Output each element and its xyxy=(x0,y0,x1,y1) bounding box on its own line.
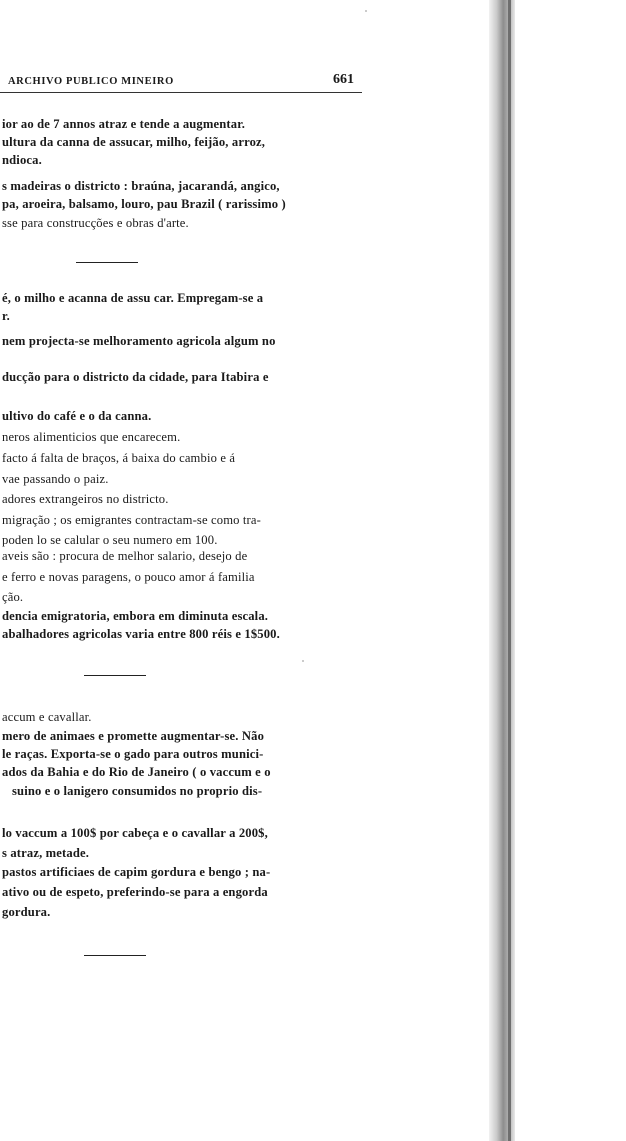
text-line: lo vaccum a 100$ por cabeça e o cavallar a 200$, xyxy=(2,826,268,840)
text-line: aveis são : procura de melhor salario, desejo de xyxy=(2,549,248,563)
text-line: s madeiras o districto : braúna, jacarandá, angico, xyxy=(2,179,280,193)
text-line: facto á falta de braços, á baixa do cambio e á xyxy=(2,451,236,465)
text-line: ativo ou de espeto, preferindo-se para a engorda xyxy=(2,885,268,899)
page-header xyxy=(0,70,360,92)
text-line: vae passando o paiz. xyxy=(2,472,109,486)
header-rule xyxy=(0,92,362,93)
text-line: ados da Bahia e do Rio de Janeiro ( o vaccum e o xyxy=(2,765,271,779)
text-line: dencia emigratoria, embora em diminuta escala. xyxy=(2,609,269,623)
book-binding-edge xyxy=(508,0,511,1141)
text-line: r. xyxy=(2,309,10,323)
text-line: pa, aroeira, balsamo, louro, pau Brazil ( rarissimo ) xyxy=(2,197,286,211)
text-line: s atraz, metade. xyxy=(2,846,90,860)
text-line: pastos artificiaes de capim gordura e bengo ; na- xyxy=(2,865,271,879)
scan-speck xyxy=(302,660,304,662)
scan-speck xyxy=(365,10,367,12)
text-line: mero de animaes e promette augmentar-se. Não xyxy=(2,729,265,743)
page-number: 661 xyxy=(333,72,354,87)
text-line: é, o milho e acanna de assu car. Empregam-se a xyxy=(2,291,264,305)
text-line: suino e o lanigero consumidos no proprio dis- xyxy=(12,784,263,798)
text-line: gordura. xyxy=(2,905,51,919)
text-line: e ferro e novas paragens, o pouco amor á familia xyxy=(2,570,255,584)
text-line: neros alimenticios que encarecem. xyxy=(2,430,181,444)
text-line: ultivo do café e o da canna. xyxy=(2,409,152,423)
text-line: poden lo se calular o seu numero em 100. xyxy=(2,533,218,547)
text-line: migração ; os emigrantes contractam-se como tra- xyxy=(2,513,261,527)
text-line: ior ao de 7 annos atraz e tende a augmentar. xyxy=(2,117,246,131)
section-separator xyxy=(84,955,146,956)
running-title: ARCHIVO PUBLICO MINEIRO xyxy=(8,76,174,87)
text-line: ndioca. xyxy=(2,153,42,167)
text-line: ducção para o districto da cidade, para Itabira e xyxy=(2,370,269,384)
text-line: adores extrangeiros no districto. xyxy=(2,492,169,506)
text-line: abalhadores agricolas varia entre 800 réis e 1$500. xyxy=(2,627,280,641)
text-line: le raças. Exporta-se o gado para outros munici- xyxy=(2,747,264,761)
section-separator xyxy=(84,675,146,676)
text-line: accum e cavallar. xyxy=(2,710,92,724)
text-line: ção. xyxy=(2,590,24,604)
text-line: sse para construcções e obras d'arte. xyxy=(2,216,189,230)
page-margin xyxy=(515,0,626,1141)
section-separator xyxy=(76,262,138,263)
text-line: ultura da canna de assucar, milho, feijão, arroz, xyxy=(2,135,266,149)
text-line: nem projecta-se melhoramento agricola algum no xyxy=(2,334,276,348)
book-binding-shadow xyxy=(489,0,515,1141)
